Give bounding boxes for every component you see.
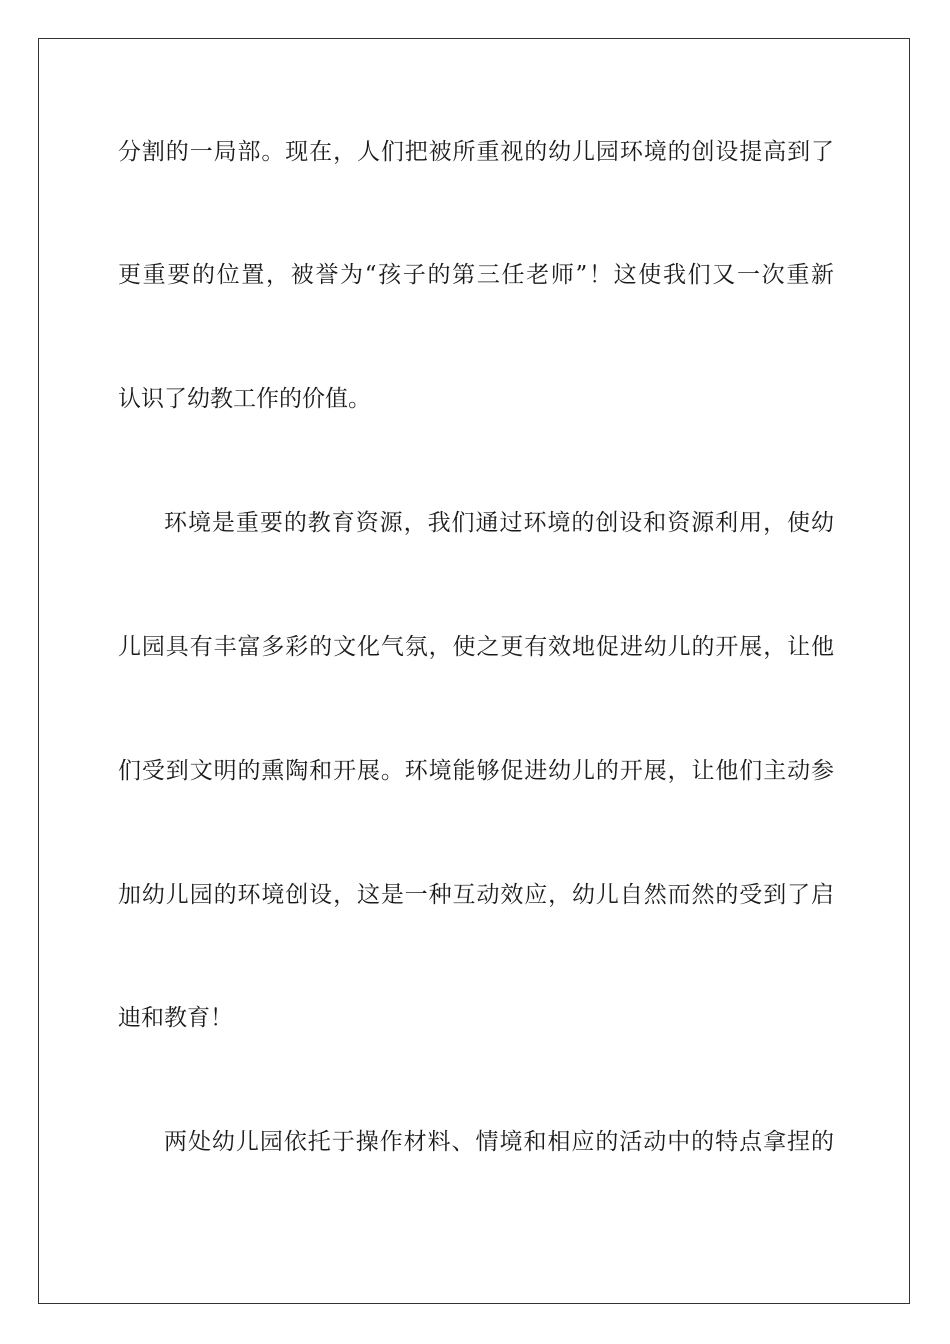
- text-line-9: 两处幼儿园依托于操作材料、情境和相应的活动中的特点拿捏的: [164, 1129, 834, 1155]
- text-line-5: 儿园具有丰富多彩的文化气氛，使之更有效地促进幼儿的开展，让他: [118, 634, 834, 660]
- text-line-2: 更重要的位置，被誉为“孩子的第三任老师”！这使我们又一次重新: [118, 262, 834, 288]
- text-line-1: 分割的一局部。现在，人们把被所重视的幼儿园环境的创设提高到了: [118, 139, 834, 165]
- text-line-7: 加幼儿园的环境创设，这是一种互动效应，幼儿自然而然的受到了启: [118, 882, 834, 908]
- text-line-4: 环境是重要的教育资源，我们通过环境的创设和资源利用，使幼: [164, 510, 834, 536]
- text-line-8: 迪和教育！: [118, 1005, 233, 1031]
- page-border: [38, 38, 910, 1304]
- text-line-6: 们受到文明的熏陶和开展。环境能够促进幼儿的开展，让他们主动参: [118, 758, 834, 784]
- text-line-3: 认识了幼教工作的价值。: [118, 386, 371, 412]
